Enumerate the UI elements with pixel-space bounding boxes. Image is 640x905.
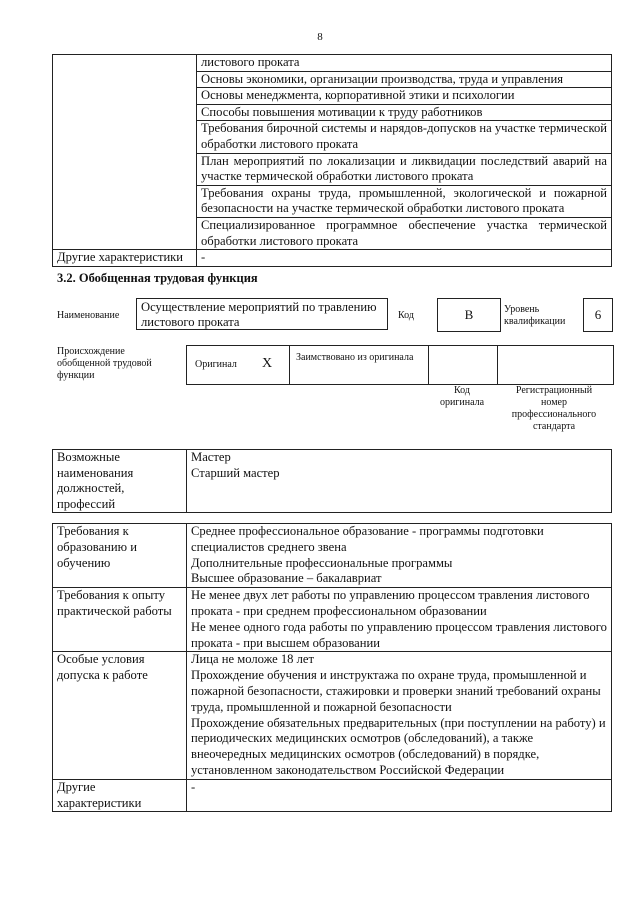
original-mark: X: [262, 356, 273, 371]
requirement-line: Среднее профессиональное образование - программы подготовки специалистов среднего звена: [191, 524, 544, 554]
knowledge-item: План мероприятий по локализации и ликвидации последствий аварий на участке термической обработки листового проката: [197, 153, 612, 185]
requirement-label: Особые условия допуска к работе: [53, 652, 187, 779]
knowledge-item: Требования бирочной системы и нарядов-допусков на участке термической обработки листового проката: [197, 121, 612, 153]
table-row: [53, 55, 612, 72]
position-item: Старший мастер: [191, 465, 280, 480]
table-cell-empty: [53, 55, 197, 250]
requirement-label: Требования к образованию и обучению: [53, 524, 187, 588]
requirement-text: [187, 779, 612, 812]
requirement-line: Лица не моложе 18 лет: [191, 652, 314, 667]
table-row: [53, 450, 612, 513]
table-row: [53, 652, 612, 779]
position-item: Мастер: [191, 450, 231, 464]
knowledge-item: Специализированное программное обеспечение участка термической обработки листового проката: [197, 217, 612, 249]
original-label: Оригинал: [195, 359, 237, 370]
requirement-label: Требования к опыту практической работы: [53, 588, 187, 652]
borrowed-label: Заимствовано из оригинала: [296, 352, 414, 363]
requirements-table: [52, 523, 612, 812]
page-number: 8: [317, 31, 323, 43]
code-caption: Код оригинала: [439, 385, 485, 408]
table-row: [53, 588, 612, 652]
requirement-line: Высшее образование – бакалавриат: [191, 571, 382, 586]
positions-values: [187, 450, 612, 513]
requirement-line: Не менее двух лет работы по управлению процессом травления листового проката - при среднем профессиональном образовании: [191, 588, 590, 618]
reg-number-caption: Регистрационный номер профессионального стандарта: [511, 385, 597, 432]
table-row: [53, 250, 612, 267]
function-name-box: Осуществление мероприятий по травлению листового проката: [136, 298, 388, 330]
requirement-label: Другие характеристики: [53, 779, 187, 812]
knowledge-item: Требования охраны труда, промышленной, экологической и пожарной безопасности на участке термической обработки листового проката: [197, 185, 612, 217]
requirement-line: Прохождение обучения и инструктажа по охране труда, промышленной и пожарной безопасности, стажировки и проверки знаний требований охраны труда, промышленной и пожарной безопасности: [191, 668, 601, 714]
requirement-line: Прохождение обязательных предварительных (при поступлении на работу) и периодических медицинских осмотров (обследований), а также внеочередных медицинских осмотров (обследований) в порядке, установленном законодательством Российской Федерации: [191, 715, 606, 777]
level-value-box: 6: [583, 298, 613, 332]
requirement-line: Дополнительные профессиональные программы: [191, 555, 453, 570]
requirement-line: -: [191, 779, 196, 794]
requirement-text: [187, 524, 612, 588]
table-row: [53, 779, 612, 812]
other-characteristics-label: Другие характеристики: [53, 250, 197, 267]
level-label: Уровень квалификации: [504, 304, 566, 327]
origin-box: [186, 345, 614, 385]
positions-label: Возможные наименования должностей, профессий: [53, 450, 187, 513]
table-row: [53, 524, 612, 588]
origin-label: Происхождение обобщенной трудовой функции: [57, 346, 152, 381]
code-label: Код: [398, 310, 414, 321]
knowledge-item: Основы менеджмента, корпоративной этики и психологии: [197, 88, 612, 105]
other-characteristics-value: -: [197, 250, 612, 267]
origin-divider: [497, 345, 498, 384]
origin-divider: [428, 345, 429, 384]
knowledge-item: Основы экономики, организации производства, труда и управления: [197, 71, 612, 88]
name-label: Наименование: [57, 310, 120, 321]
knowledge-table: [52, 54, 612, 267]
knowledge-item: Способы повышения мотивации к труду работников: [197, 104, 612, 121]
origin-divider: [289, 345, 290, 384]
requirement-text: [187, 652, 612, 779]
requirement-line: Не менее одного года работы по управлению процессом травления листового проката - при высшем образовании: [191, 619, 607, 650]
positions-table: [52, 449, 612, 513]
knowledge-item: листового проката: [197, 55, 612, 72]
requirement-text: [187, 588, 612, 652]
section-title: 3.2. Обобщенная трудовая функция: [57, 271, 258, 285]
code-value-box: B: [437, 298, 501, 332]
